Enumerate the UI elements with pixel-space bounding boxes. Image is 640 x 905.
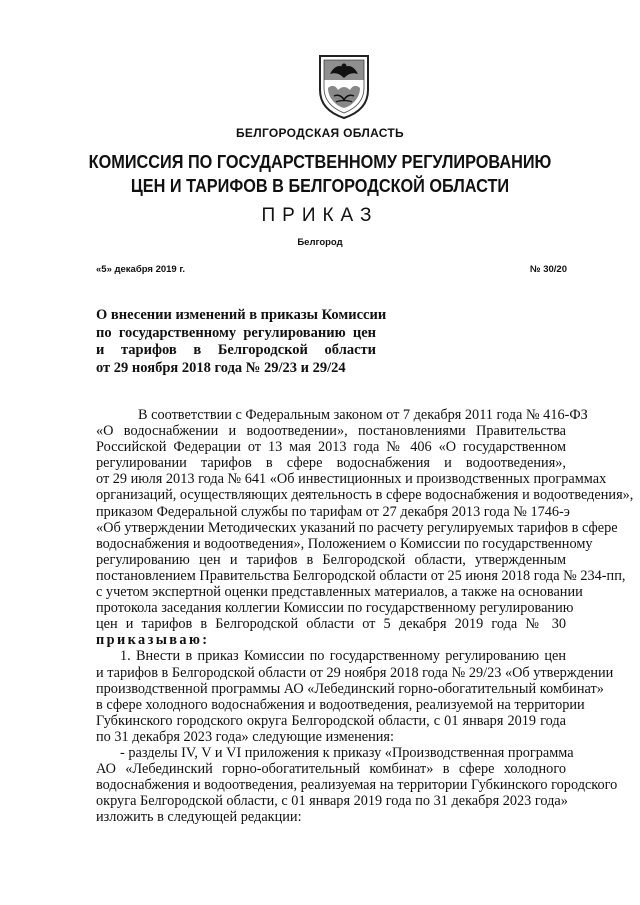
body-line: «Об утверждении Методических указаний по расчету регулируемых тарифов в сфере (96, 519, 618, 536)
document-number: № 30/20 (529, 264, 567, 275)
document-date: «5» декабря 2019 г. (96, 264, 185, 275)
region-name: БЕЛГОРОДСКАЯ ОБЛАСТЬ (236, 126, 404, 140)
body-line: - разделы IV, V и VI приложения к приказу «Производственная программа (120, 744, 574, 761)
body-line: приказываю: (96, 632, 210, 649)
body-line: Губкинского городского округа Белгородской области, с 01 января 2019 года (96, 712, 566, 729)
subject-line: О внесении изменений в приказы Комиссии (96, 307, 387, 323)
body-line: водоснабжения и водоотведения, реализуемая на территории Губкинского городского (96, 777, 618, 794)
body-line: Российской Федерации от 13 мая 2013 года № 406 «О государственном (96, 439, 566, 456)
body-line: цен и тарифов в Белгородской области от 5 декабря 2019 года № 30 (96, 616, 566, 633)
body-line: регулировании тарифов в сфере водоснабжения и водоотведения», (96, 455, 566, 472)
body-line: постановлением Правительства Белгородской области от 25 июня 2018 года № 234-пп, (96, 567, 626, 584)
city-name: Белгород (297, 237, 343, 248)
document-type: ПРИКАЗ (261, 205, 379, 226)
body-line: от 29 июля 2013 года № 641 «Об инвестиционных и производственных программах (96, 471, 607, 488)
body-line: в сфере холодного водоснабжения и водоотведения, реализуемой на территории (96, 696, 585, 713)
document-subject (96, 307, 387, 377)
commission-title-line-1: КОМИССИЯ ПО ГОСУДАРСТВЕННОМУ РЕГУЛИРОВАНИЮ (88, 151, 552, 172)
body-line: с учетом экспертной оценки представленных материалов, а также на основании (96, 584, 583, 601)
body-line: изложить в следующей редакции: (96, 809, 302, 826)
subject-line: и тарифов в Белгородской области (96, 342, 376, 358)
body-line: округа Белгородской области, с 01 января 2019 года по 31 декабря 2023 года» (96, 793, 568, 810)
body-line: по 31 декабря 2023 года» следующие изменения: (96, 728, 394, 745)
body-line: производственной программы АО «Лебединский горно-обогатительный комбинат» (96, 680, 604, 697)
document-body (96, 407, 634, 826)
body-line: приказом Федеральной службы по тарифам от 27 декабря 2013 года № 1746-э (96, 503, 570, 520)
coat-of-arms-emblem (316, 52, 372, 120)
commission-title (38, 150, 601, 198)
subject-line: от 29 ноября 2018 года № 29/23 и 29/24 (96, 359, 346, 376)
body-line: протокола заседания коллегии Комиссии по государственному регулированию (96, 600, 574, 617)
body-line: «О водоснабжении и водоотведении», постановлениями Правительства (96, 423, 566, 440)
body-line: В соответствии с Федеральным законом от 7 декабря 2011 года № 416-ФЗ (138, 407, 588, 423)
body-line: организаций, осуществляющих деятельность в сфере водоснабжения и водоотведения», (96, 487, 634, 504)
subject-line: по государственному регулированию цен (96, 324, 376, 341)
body-line: и тарифов в Белгородской области от 29 ноября 2018 года № 29/23 «Об утверждении (96, 664, 614, 681)
commission-title-line-2: ЦЕН И ТАРИФОВ В БЕЛГОРОДСКОЙ ОБЛАСТИ (130, 175, 510, 196)
body-line: регулированию цен и тарифов в Белгородской области, утвержденным (96, 551, 566, 568)
body-line: 1. Внести в приказ Комиссии по государственному регулированию цен (120, 648, 566, 665)
body-line: АО «Лебединский горно-обогатительный комбинат» в сфере холодного (96, 761, 566, 778)
body-line: водоснабжения и водоотведения», Положением о Комиссии по государственному (96, 535, 593, 552)
